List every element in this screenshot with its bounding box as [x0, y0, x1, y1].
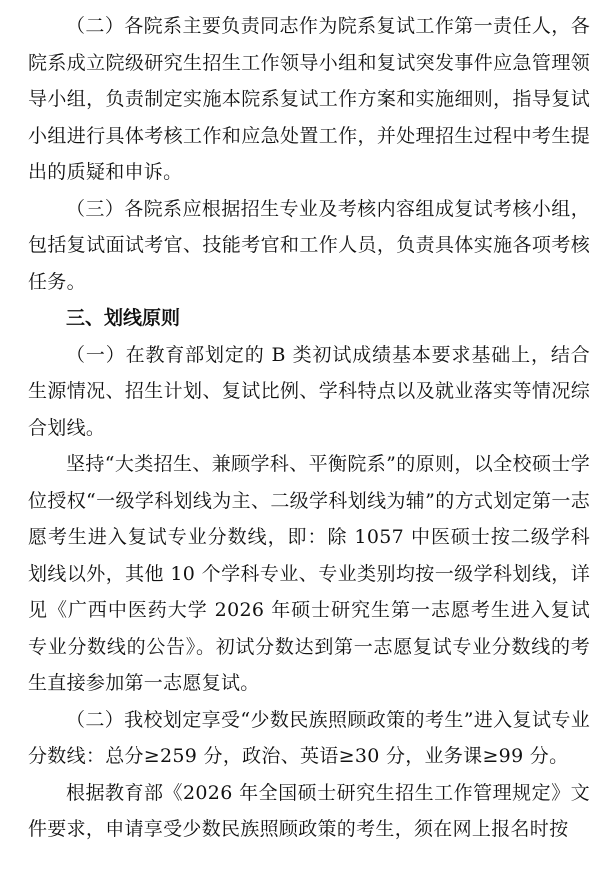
paragraph-minority-policy: （二）我校划定享受“少数民族照顾政策的考生”进入复试专业分数线：总分≥259 分，政治、英语≥30 分，业务课≥99 分。	[28, 708, 590, 767]
paragraph-line-principle: 坚持“大类招生、兼顾学科、平衡院系”的原则，以全校硕士学位授权“一级学科划线为主、二级学科划线为辅”的方式划定第一志愿考生进入复试专业分数线，即：除 1057 中医硕士按二级学科划线以外，其他 10 个学科专业、专业类别均按一级学科划线，详见《广西中医药大学 2026 年硕士研究生第一志愿考生进入复试专业分数线的公告》。初试分数达到第一志愿复试专业分数线的考生直接参加第一志愿复试。	[28, 453, 590, 694]
paragraph-responsibility: （二）各院系主要负责同志作为院系复试工作第一责任人，各院系成立院级研究生招生工作领导小组和复试突发事件应急管理领导小组，负责制定实施本院系复试工作方案和实施细则，指导复试小组进行具体考核工作和应急处置工作，并处理招生过程中考生提出的质疑和申诉。	[28, 15, 590, 183]
paragraph-line-basis: （一）在教育部划定的 B 类初试成绩基本要求基础上，结合生源情况、招生计划、复试比例、学科特点以及就业落实等情况综合划线。	[28, 343, 590, 439]
paragraph-ministry-requirement: 根据教育部《2026 年全国硕士研究生招生工作管理规定》文件要求，申请享受少数民族照顾政策的考生，须在网上报名时按	[28, 781, 590, 840]
section-heading: 三、划线原则	[66, 307, 181, 329]
paragraph-assessment-group: （三）各院系应根据招生专业及考核内容组成复试考核小组，包括复试面试考官、技能考官和工作人员，负责具体实施各项考核任务。	[28, 197, 590, 293]
